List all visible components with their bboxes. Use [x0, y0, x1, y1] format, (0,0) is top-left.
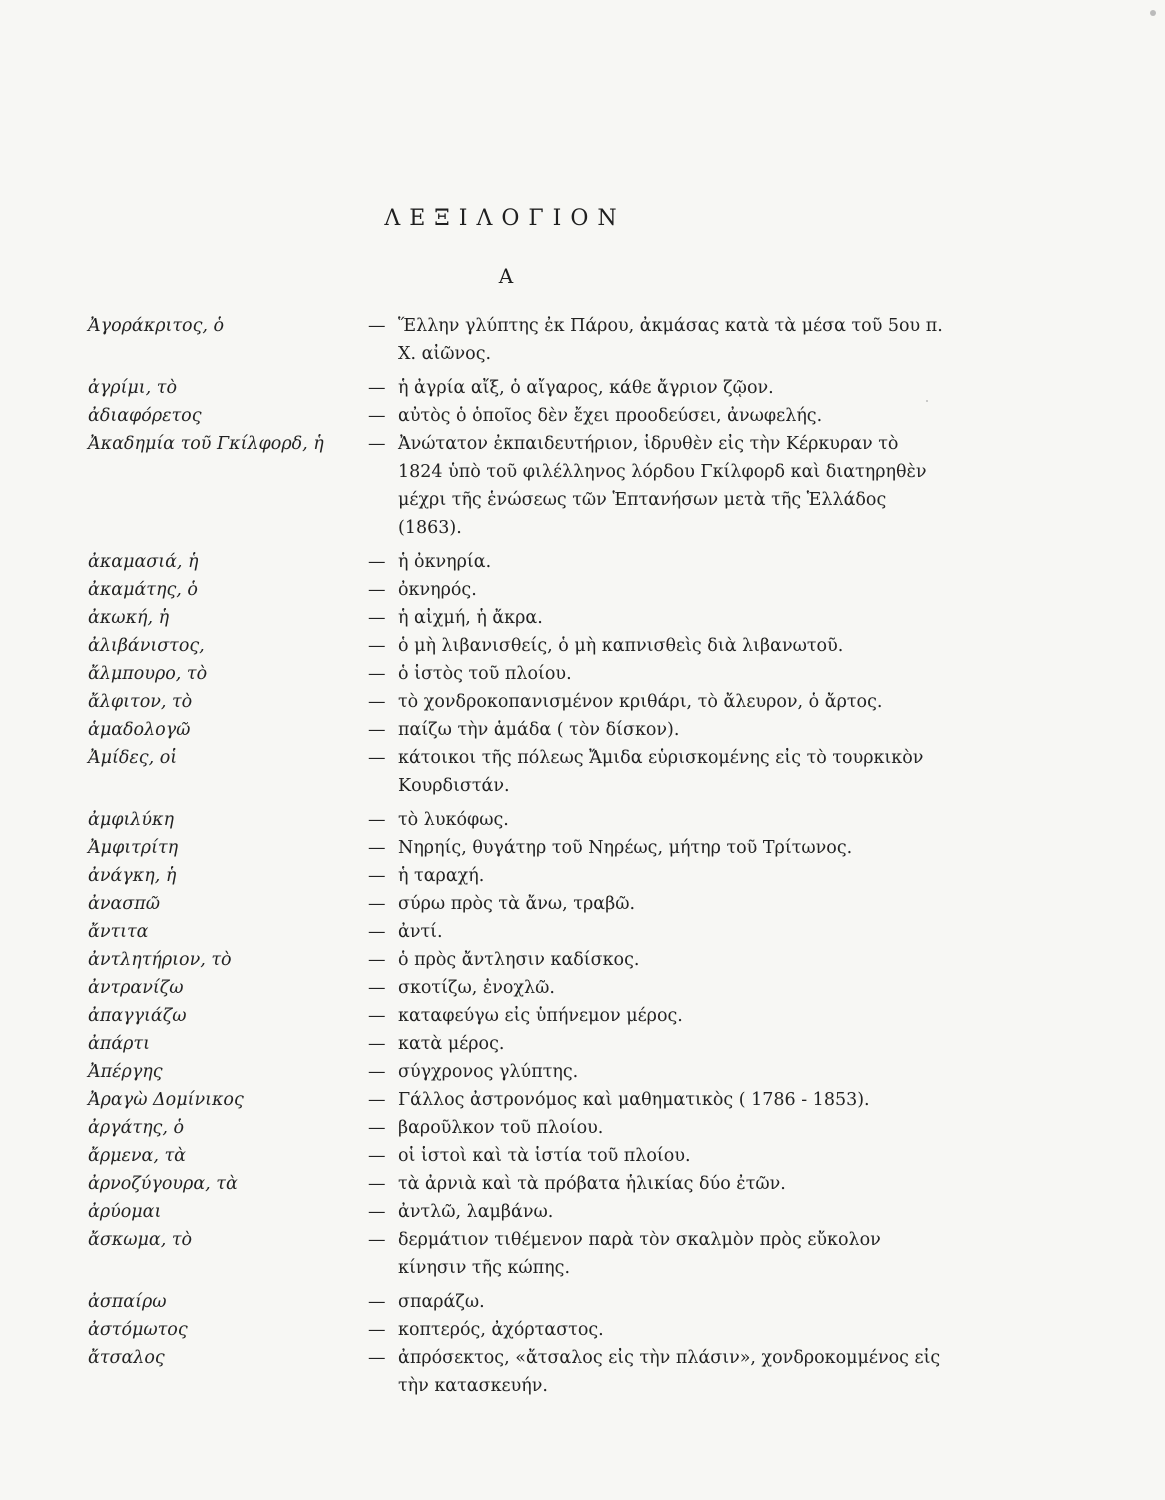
- entry-term: Ἀμίδες, οἱ: [88, 748, 178, 768]
- entry-definition: τὸ λυκόφως.: [398, 810, 509, 830]
- entry-definition: ἡ αἰχμή, ἡ ἄκρα.: [398, 608, 543, 628]
- entry-dash: —: [368, 1118, 386, 1138]
- entry-dash: —: [368, 720, 386, 740]
- glossary-entry: [88, 1086, 948, 1114]
- entry-term: ἄντιτα: [88, 922, 149, 942]
- entry-definition-block: [368, 1198, 948, 1226]
- entry-term: Ἀραγὼ Δομίνικος: [88, 1090, 244, 1110]
- entry-dash: —: [368, 1146, 386, 1166]
- entry-definition: Ἕλλην γλύπτης ἐκ Πάρου, ἀκμάσας κατὰ τὰ μέσα τοῦ 5ου π. Χ. αἰῶνος.: [398, 316, 943, 364]
- entry-dash: —: [368, 1062, 386, 1082]
- entry-term: ἄλφιτον, τὸ: [88, 692, 193, 712]
- scan-speck: [926, 400, 928, 402]
- entry-dash: —: [368, 748, 386, 768]
- entry-definition-block: [368, 918, 948, 946]
- entry-definition-block: [368, 312, 948, 368]
- entry-dash: —: [368, 1174, 386, 1194]
- entry-definition-block: [368, 1002, 948, 1030]
- glossary-entry: [88, 1058, 948, 1086]
- entry-dash: —: [368, 316, 386, 336]
- glossary-entry: [88, 374, 948, 402]
- entry-dash: —: [368, 838, 386, 858]
- entry-term: ἄλμπουρο, τὸ: [88, 664, 208, 684]
- entry-definition: βαροῦλκον τοῦ πλοίου.: [398, 1118, 604, 1138]
- entry-term: ἀπάρτι: [88, 1034, 150, 1054]
- glossary-entry: [88, 430, 948, 542]
- entry-definition-block: [368, 744, 948, 800]
- glossary-entry: [88, 806, 948, 834]
- entry-definition-block: [368, 1226, 948, 1282]
- entry-definition-block: [368, 834, 948, 862]
- entry-definition-block: [368, 890, 948, 918]
- entry-dash: —: [368, 406, 386, 426]
- entry-term: ἀσπαίρω: [88, 1292, 167, 1312]
- entry-definition-block: [368, 688, 948, 716]
- glossary-entry: [88, 312, 948, 368]
- glossary-entry: [88, 1142, 948, 1170]
- entry-definition-block: [368, 1288, 948, 1316]
- glossary-entry: [88, 688, 948, 716]
- entry-definition: ἡ ἀγρία αἴξ, ὁ αἴγαρος, κάθε ἄγριον ζῷον.: [398, 378, 774, 398]
- entry-definition-block: [368, 548, 948, 576]
- entry-definition: κατὰ μέρος.: [398, 1034, 505, 1054]
- entry-term: ἀρνοζύγουρα, τὰ: [88, 1174, 238, 1194]
- entry-dash: —: [368, 608, 386, 628]
- entry-term: Ἀγοράκριτος, ὁ: [88, 316, 225, 336]
- entry-definition-block: [368, 806, 948, 834]
- entry-definition: Ἀνώτατον ἐκπαιδευτήριον, ἱδρυθὲν εἰς τὴν Κέρκυραν τὸ 1824 ὑπὸ τοῦ φιλέλληνος λόρδου Γκίλφορδ καὶ διατηρηθὲν μέχρι τῆς ἑνώσεως τῶν Ἑπτανήσων μετὰ τῆς Ἑλλάδος (1863).: [398, 434, 927, 538]
- entry-definition-block: [368, 974, 948, 1002]
- entry-dash: —: [368, 1006, 386, 1026]
- glossary-entry: [88, 918, 948, 946]
- glossary-entry: [88, 834, 948, 862]
- section-letter: Α: [498, 264, 514, 288]
- entry-definition: ἡ ταραχή.: [398, 866, 485, 886]
- glossary-entry: [88, 1030, 948, 1058]
- entry-term: ἀνασπῶ: [88, 894, 160, 914]
- entry-dash: —: [368, 894, 386, 914]
- entry-definition-block: [368, 660, 948, 688]
- entry-term: ἀγρίμι, τὸ: [88, 378, 178, 398]
- entry-term: ἀκωκή, ἡ: [88, 608, 170, 628]
- entry-definition-block: [368, 1316, 948, 1344]
- entry-dash: —: [368, 692, 386, 712]
- entry-term: ἀμφιλύκη: [88, 810, 174, 830]
- glossary-entry: [88, 1198, 948, 1226]
- entry-definition: κάτοικοι τῆς πόλεως Ἄμιδα εὑρισκομένης εἰς τὸ τουρκικὸν Κουρδιστάν.: [398, 748, 924, 796]
- glossary-list: [88, 312, 948, 1400]
- glossary-entry: [88, 890, 948, 918]
- entry-dash: —: [368, 810, 386, 830]
- glossary-entry: [88, 1288, 948, 1316]
- glossary-entry: [88, 946, 948, 974]
- entry-definition: ὁ μὴ λιβανισθείς, ὁ μὴ καπνισθεὶς διὰ λιβανωτοῦ.: [398, 636, 844, 656]
- entry-definition-block: [368, 1058, 948, 1086]
- scan-speck: [1150, 10, 1156, 16]
- glossary-entry: [88, 402, 948, 430]
- glossary-entry: [88, 660, 948, 688]
- entry-definition: Νηρηίς, θυγάτηρ τοῦ Νηρέως, μήτηρ τοῦ Τρίτωνος.: [398, 838, 853, 858]
- entry-definition: ἡ ὀκνηρία.: [398, 552, 492, 572]
- entry-term: ἀκαμάτης, ὁ: [88, 580, 198, 600]
- glossary-entry: [88, 576, 948, 604]
- entry-definition: ὁ ἱστὸς τοῦ πλοίου.: [398, 664, 572, 684]
- entry-term: ἀνάγκη, ἡ: [88, 866, 177, 886]
- page-title: ΛΕΞΙΛΟΓΙΟΝ: [384, 206, 626, 231]
- entry-dash: —: [368, 1034, 386, 1054]
- glossary-entry: [88, 974, 948, 1002]
- entry-dash: —: [368, 580, 386, 600]
- entry-dash: —: [368, 1320, 386, 1340]
- entry-term: ἁμαδολογῶ: [88, 720, 191, 740]
- entry-term: ἀπαγγιάζω: [88, 1006, 187, 1026]
- entry-definition-block: [368, 716, 948, 744]
- entry-term: ἀδιαφόρετος: [88, 406, 202, 426]
- glossary-entry: [88, 1344, 948, 1400]
- entry-dash: —: [368, 1202, 386, 1222]
- entry-definition: ὁ πρὸς ἄντλησιν καδίσκος.: [398, 950, 640, 970]
- entry-definition-block: [368, 402, 948, 430]
- entry-definition: ἀντλῶ, λαμβάνω.: [398, 1202, 554, 1222]
- entry-dash: —: [368, 1292, 386, 1312]
- entry-definition: αὐτὸς ὁ ὁποῖος δὲν ἔχει προοδεύσει, ἀνωφελής.: [398, 406, 823, 426]
- entry-definition: σύρω πρὸς τὰ ἄνω, τραβῶ.: [398, 894, 636, 914]
- entry-definition: δερμάτιον τιθέμενον παρὰ τὸν σκαλμὸν πρὸς εὔκολον κίνησιν τῆς κώπης.: [398, 1230, 881, 1278]
- entry-dash: —: [368, 1348, 386, 1368]
- entry-term: ἀντρανίζω: [88, 978, 184, 998]
- entry-dash: —: [368, 978, 386, 998]
- entry-definition-block: [368, 604, 948, 632]
- entry-definition: τὰ ἀρνιὰ καὶ τὰ πρόβατα ἡλικίας δύο ἐτῶν.: [398, 1174, 786, 1194]
- entry-definition: σύγχρονος γλύπτης.: [398, 1062, 579, 1082]
- entry-term: Ἀπέργης: [88, 1062, 163, 1082]
- entry-definition-block: [368, 1344, 948, 1400]
- entry-term: ἄσκωμα, τὸ: [88, 1230, 193, 1250]
- entry-dash: —: [368, 1090, 386, 1110]
- glossary-entry: [88, 862, 948, 890]
- entry-definition-block: [368, 862, 948, 890]
- entry-definition: Γάλλος ἀστρονόμος καὶ μαθηματικὸς ( 1786 - 1853).: [398, 1090, 870, 1110]
- entry-definition: παίζω τὴν ἁμάδα ( τὸν δίσκον).: [398, 720, 680, 740]
- entry-dash: —: [368, 950, 386, 970]
- entry-dash: —: [368, 636, 386, 656]
- entry-term: ἀργάτης, ὁ: [88, 1118, 185, 1138]
- entry-definition: ὀκνηρός.: [398, 580, 477, 600]
- glossary-entry: [88, 1002, 948, 1030]
- entry-definition-block: [368, 1086, 948, 1114]
- entry-term: ἀρύομαι: [88, 1202, 162, 1222]
- entry-definition-block: [368, 1170, 948, 1198]
- glossary-entry: [88, 1170, 948, 1198]
- entry-term: ἀκαμασιά, ἡ: [88, 552, 199, 572]
- entry-dash: —: [368, 434, 386, 454]
- glossary-entry: [88, 744, 948, 800]
- entry-definition: οἱ ἱστοὶ καὶ τὰ ἱστία τοῦ πλοίου.: [398, 1146, 691, 1166]
- glossary-entry: [88, 632, 948, 660]
- entry-definition: ἀπρόσεκτος, «ἄτσαλος εἰς τὴν πλάσιν», χονδροκομμένος εἰς τὴν κατασκευήν.: [398, 1348, 941, 1396]
- entry-term: ἀντλητήριον, τὸ: [88, 950, 232, 970]
- entry-definition: σκοτίζω, ἐνοχλῶ.: [398, 978, 555, 998]
- glossary-entry: [88, 1114, 948, 1142]
- entry-definition-block: [368, 576, 948, 604]
- entry-dash: —: [368, 866, 386, 886]
- entry-definition-block: [368, 1030, 948, 1058]
- entry-definition: κοπτερός, ἀχόρταστος.: [398, 1320, 604, 1340]
- entry-term: Ἀκαδημία τοῦ Γκίλφορδ, ἡ: [88, 434, 324, 454]
- entry-term: ἀλιβάνιστος,: [88, 636, 205, 656]
- glossary-entry: [88, 1226, 948, 1282]
- glossary-entry: [88, 548, 948, 576]
- entry-dash: —: [368, 664, 386, 684]
- entry-dash: —: [368, 922, 386, 942]
- entry-definition: τὸ χονδροκοπανισμένον κριθάρι, τὸ ἄλευρον, ὁ ἄρτος.: [398, 692, 883, 712]
- entry-term: ἄρμενα, τὰ: [88, 1146, 186, 1166]
- entry-dash: —: [368, 378, 386, 398]
- entry-term: Ἀμφιτρίτη: [88, 838, 179, 858]
- entry-term: ἄτσαλος: [88, 1348, 165, 1368]
- entry-definition-block: [368, 632, 948, 660]
- entry-definition-block: [368, 430, 948, 542]
- entry-definition: καταφεύγω εἰς ὑπήνεμον μέρος.: [398, 1006, 683, 1026]
- entry-term: ἀστόμωτος: [88, 1320, 188, 1340]
- entry-dash: —: [368, 1230, 386, 1250]
- glossary-entry: [88, 716, 948, 744]
- glossary-entry: [88, 604, 948, 632]
- entry-definition-block: [368, 1142, 948, 1170]
- entry-definition: ἀντί.: [398, 922, 443, 942]
- entry-definition-block: [368, 946, 948, 974]
- entry-definition: σπαράζω.: [398, 1292, 485, 1312]
- entry-definition-block: [368, 1114, 948, 1142]
- entry-definition-block: [368, 374, 948, 402]
- glossary-entry: [88, 1316, 948, 1344]
- entry-dash: —: [368, 552, 386, 572]
